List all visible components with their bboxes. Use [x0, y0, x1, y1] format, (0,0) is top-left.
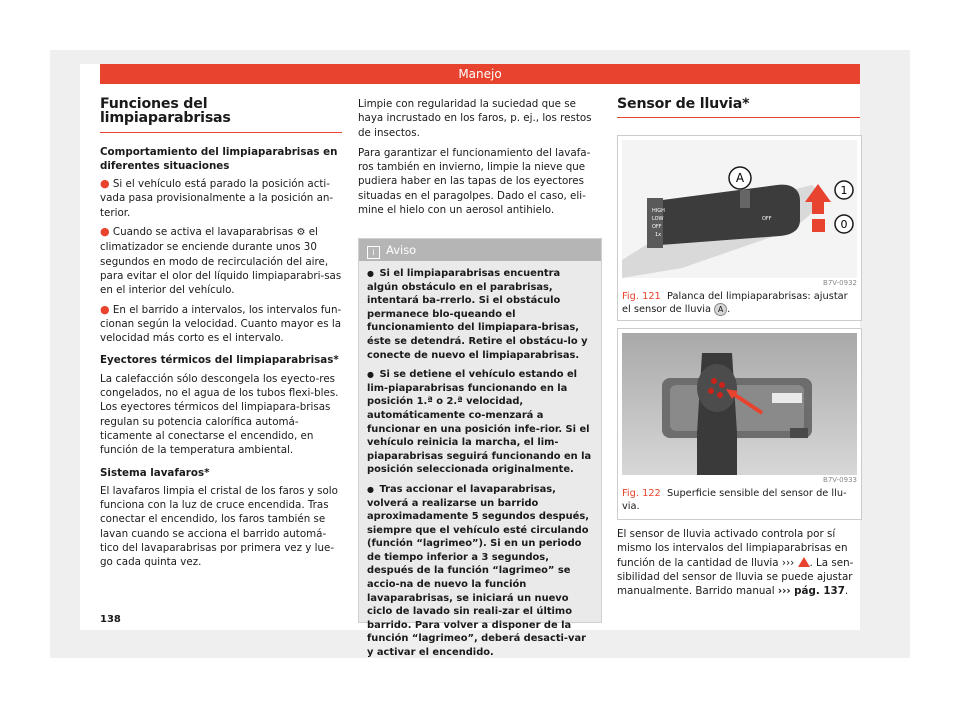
- subheading-behaviour: Comportamiento del limpiaparabrisas en diferentes situaciones: [100, 145, 338, 172]
- lever-label-off: OFF: [652, 224, 662, 230]
- figure-code: B7V-0932: [823, 279, 857, 287]
- page-number: 138: [100, 614, 121, 625]
- notice-item: ● Tras accionar el lavaparabrisas, volverá a realizarse un barrido aproximadamente 5 segundos después, siempre que el vehículo esté circulando (función “lagrimeo”). Si en un periodo de tiempo inferior a 3 segundos, después de la función “lagrimeo” se accio-na de nuevo la función lavaparabrisas, se iniciará un nuevo ciclo de lavado sin reali-zar el último barrido. Para volver a disponer de la función “lagrimeo”, deberá desacti-var y activar el encendido.: [367, 483, 589, 659]
- figure-121: [617, 135, 862, 321]
- callout-1: 1: [840, 184, 848, 197]
- bullet-icon: ●: [100, 302, 110, 316]
- callout-0: 0: [840, 218, 848, 231]
- column-3: [617, 97, 860, 130]
- warning-icon: [798, 557, 810, 567]
- figure-caption: Fig. 121 Palanca del limpiaparabrisas: ajustar el sensor de lluvia A .: [622, 291, 848, 315]
- callout-a: A: [735, 171, 745, 185]
- chapter-header: Manejo: [100, 64, 860, 84]
- column-1: [100, 97, 342, 576]
- bullet-icon: ●: [100, 177, 110, 191]
- subheading-headlight-washer: Sistema lavafaros*: [100, 466, 210, 479]
- notice-item: ● Si se detiene el vehículo estando el lim-piaparabrisas funcionando en la posición 1.ª o 2.ª velocidad, automáticamente co-menzará a funcionar en una posición infe-rior. Si el vehículo reinicia la marcha, el lim-piaparabrisas seguirá funcionando en la posición seleccionada originalmente.: [367, 369, 592, 476]
- figure-code: B7V-0933: [823, 476, 857, 484]
- bullet-item: ● Si el vehículo está parado la posición acti-vada pasa provisionalmente a la posición an-terior.: [100, 177, 334, 219]
- notice-box: [358, 238, 602, 659]
- info-icon: i: [367, 246, 380, 259]
- subheading-jets: Eyectores térmicos del limpiaparabrisas*: [100, 354, 339, 367]
- bullet-item: ● En el barrido a intervalos, los intervalos fun-cionan según la velocidad. Cuanto mayor es la velocidad más corto es el intervalo.: [100, 302, 342, 345]
- column-2: [358, 97, 600, 223]
- section-title-wipers: Funciones del limpiaparabrisas: [100, 97, 342, 133]
- lever-label-1x: 1x: [655, 232, 662, 238]
- lever-label-off-2: OFF: [762, 216, 772, 222]
- lever-label-low: LOW: [652, 216, 664, 222]
- windshield-washer-icon: ⚙: [296, 227, 306, 239]
- wiper-lever-image: [622, 140, 857, 278]
- lever-label-high: HIGH: [652, 208, 665, 214]
- paragraph: Limpie con regularidad la suciedad que se haya incrustado en los faros, p. ej., los restos de insectos.: [358, 98, 592, 139]
- section-title-rain-sensor: Sensor de lluvia*: [617, 97, 860, 118]
- arrow-ref-icon: ›››: [781, 556, 795, 569]
- figure-caption: Fig. 122 Superficie sensible del sensor de llu-via.: [622, 488, 847, 512]
- figure-122: [617, 328, 862, 520]
- notice-body: [359, 261, 601, 660]
- notice-item: ● Si el limpiaparabrisas encuentra algún obstáculo en el parabrisas, intentará ba-rrerlo. Si el obstáculo permanece blo-queando el funcionamiento del limpiapara-brisas, éste se detendrá. Retire el obstácu-lo y conecte de nuevo el limpiaparabrisas.: [367, 268, 588, 361]
- bullet-icon: ●: [100, 225, 110, 239]
- rain-sensor-image: [622, 333, 857, 475]
- bullet-item: ● Cuando se activa el lavaparabrisas ⚙ el climatizador se enciende durante unos 30 segundos en modo de recirculación del aire, para evitar el olor del líquido limpiaparabri-sas en el interior del vehículo.: [100, 225, 342, 297]
- paragraph: Para garantizar el funcionamiento del lavafa-ros también en invierno, limpie la nieve que pudiera haber en las tapas de los eyectores situadas en el paragolpes. Dado el caso, eli-mine el hielo con un aerosol antihielo.: [358, 146, 591, 217]
- page-reference-link[interactable]: ››› pág. 137: [777, 585, 845, 598]
- paragraph: La calefacción sólo descongela los eyecto-res congelados, no el agua de los tubos flexi-bles. Los eyectores térmicos del limpiapara-brisas regulan su potencia calorífica automá-ticamente al conectarse el encendido, en función de la temperatura ambiental.: [100, 372, 339, 457]
- paragraph: El lavafaros limpia el cristal de los faros y solo funciona con la luz de cruce encendida. Tras conectar el encendido, los faros también se lavan cuando se acciona el barrido automá-tico del lavaparabrisas por primera vez y lue-go cada quinta vez.: [100, 484, 338, 569]
- rain-sensor-paragraph: El sensor de lluvia activado controla por sí mismo los intervalos del limpiaparabrisas en función de la cantidad de lluvia ››› . La sen-sibilidad del sensor de lluvia se puede ajustar manualmente. Barrido manual ››› pág. 137.: [617, 528, 854, 598]
- notice-header: i Aviso: [359, 239, 601, 261]
- marker-a: A: [714, 303, 727, 316]
